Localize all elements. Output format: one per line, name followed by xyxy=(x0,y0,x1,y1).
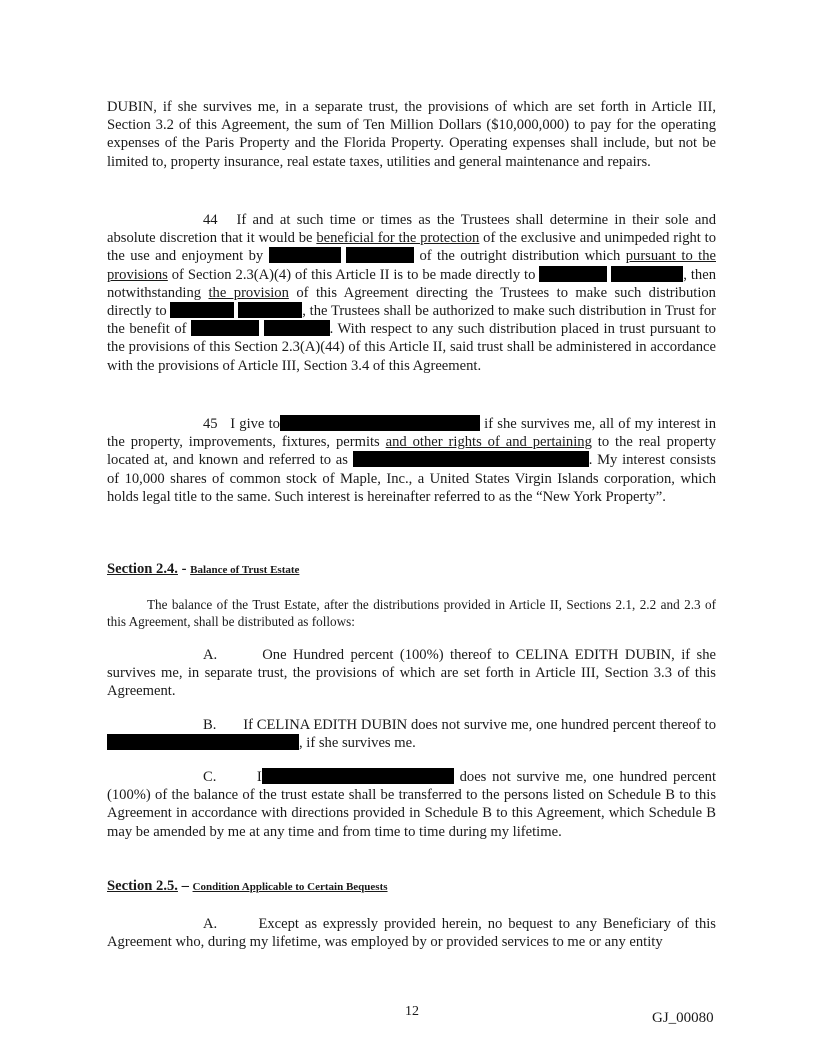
section-2-5-heading: Section 2.5. – Condition Applicable to Certain Bequests xyxy=(107,878,388,894)
item-b: B. If CELINA EDITH DUBIN does not survive me, one hundred percent thereof to, if she survives me. xyxy=(107,716,716,752)
paragraph-44: 44 If and at such time or times as the Trustees shall determine in their sole and absolute discretion that it would be beneficial for the protection of the exclusive and unimpeded right to the use and enjoyment by of the outright distribution which pursuant to the provisions of Section 2.3(A)(4) of this Article II is to be made directly to , then notwithstanding the provision of this Agreement directing the Trustees to make such distribution directly to , the Trustees shall be authorized to make such distribution in Trust for the benefit of . With respect to any such distribution placed in trust pursuant to the provisions of this Section 2.3(A)(44) of this Article II, said trust shall be administered in accordance with the provisions of Article III, Section 3.4 of this Agreement. xyxy=(107,212,717,374)
redaction xyxy=(539,266,607,282)
redaction xyxy=(346,247,414,263)
bates-number: GJ_00080 xyxy=(652,1010,714,1026)
section-2-4-intro: The balance of the Trust Estate, after the distributions provided in Article II, Sections 2.1, 2.2 and 2.3 of this Agreement, shall be distributed as follows: xyxy=(107,597,716,629)
redaction xyxy=(269,247,341,263)
intro-paragraph: DUBIN, if she survives me, in a separate trust, the provisions of which are set forth in Article III, Section 3.2 of this Agreement, the sum of Ten Million Dollars ($10,000,000) to pay for the operating expenses of the Paris Property and the Florida Property. Operating expenses shall include, but not be limited to, property insurance, real estate taxes, utilities and general maintenance and repairs. xyxy=(107,99,716,170)
redaction xyxy=(170,302,234,318)
item-c: C. I does not survive me, one hundred percent (100%) of the balance of the trust estate shall be transferred to the persons listed on Schedule B to this Agreement in accordance with directions provided in Schedule B to this Agreement, which Schedule B may be amended by me at any time and from time to time during my lifetime. xyxy=(107,769,716,840)
redaction xyxy=(280,415,480,431)
section-2-4-heading: Section 2.4. - Balance of Trust Estate xyxy=(107,561,300,577)
paragraph-number: 44 xyxy=(203,212,218,228)
redaction xyxy=(264,320,330,336)
paragraph-number: 45 xyxy=(203,416,218,432)
item-a: A. One Hundred percent (100%) thereof to CELINA EDITH DUBIN, if she survives me, in separate trust, the provisions of which are set forth in Article III, Section 3.3 of this Agreement. xyxy=(107,647,716,700)
redaction xyxy=(262,768,454,784)
redaction xyxy=(353,451,589,467)
item-2-5-a: A. Except as expressly provided herein, no bequest to any Beneficiary of this Agreement who, during my lifetime, was employed by or provided services to me or any entity xyxy=(107,916,716,951)
paragraph-45: 45 I give to if she survives me, all of my interest in the property, improvements, fixtures, permits and other rights of and pertaining to the real property located at, and known and referred to as . My interest consists of 10,000 shares of common stock of Maple, Inc., a United States Virgin Islands corporation, which holds legal title to the same. Such interest is hereinafter referred to as the “New York Property”. xyxy=(107,416,717,505)
redaction xyxy=(107,734,299,750)
page-number: 12 xyxy=(405,1004,419,1019)
redaction xyxy=(238,302,302,318)
redaction xyxy=(191,320,259,336)
redaction xyxy=(611,266,683,282)
